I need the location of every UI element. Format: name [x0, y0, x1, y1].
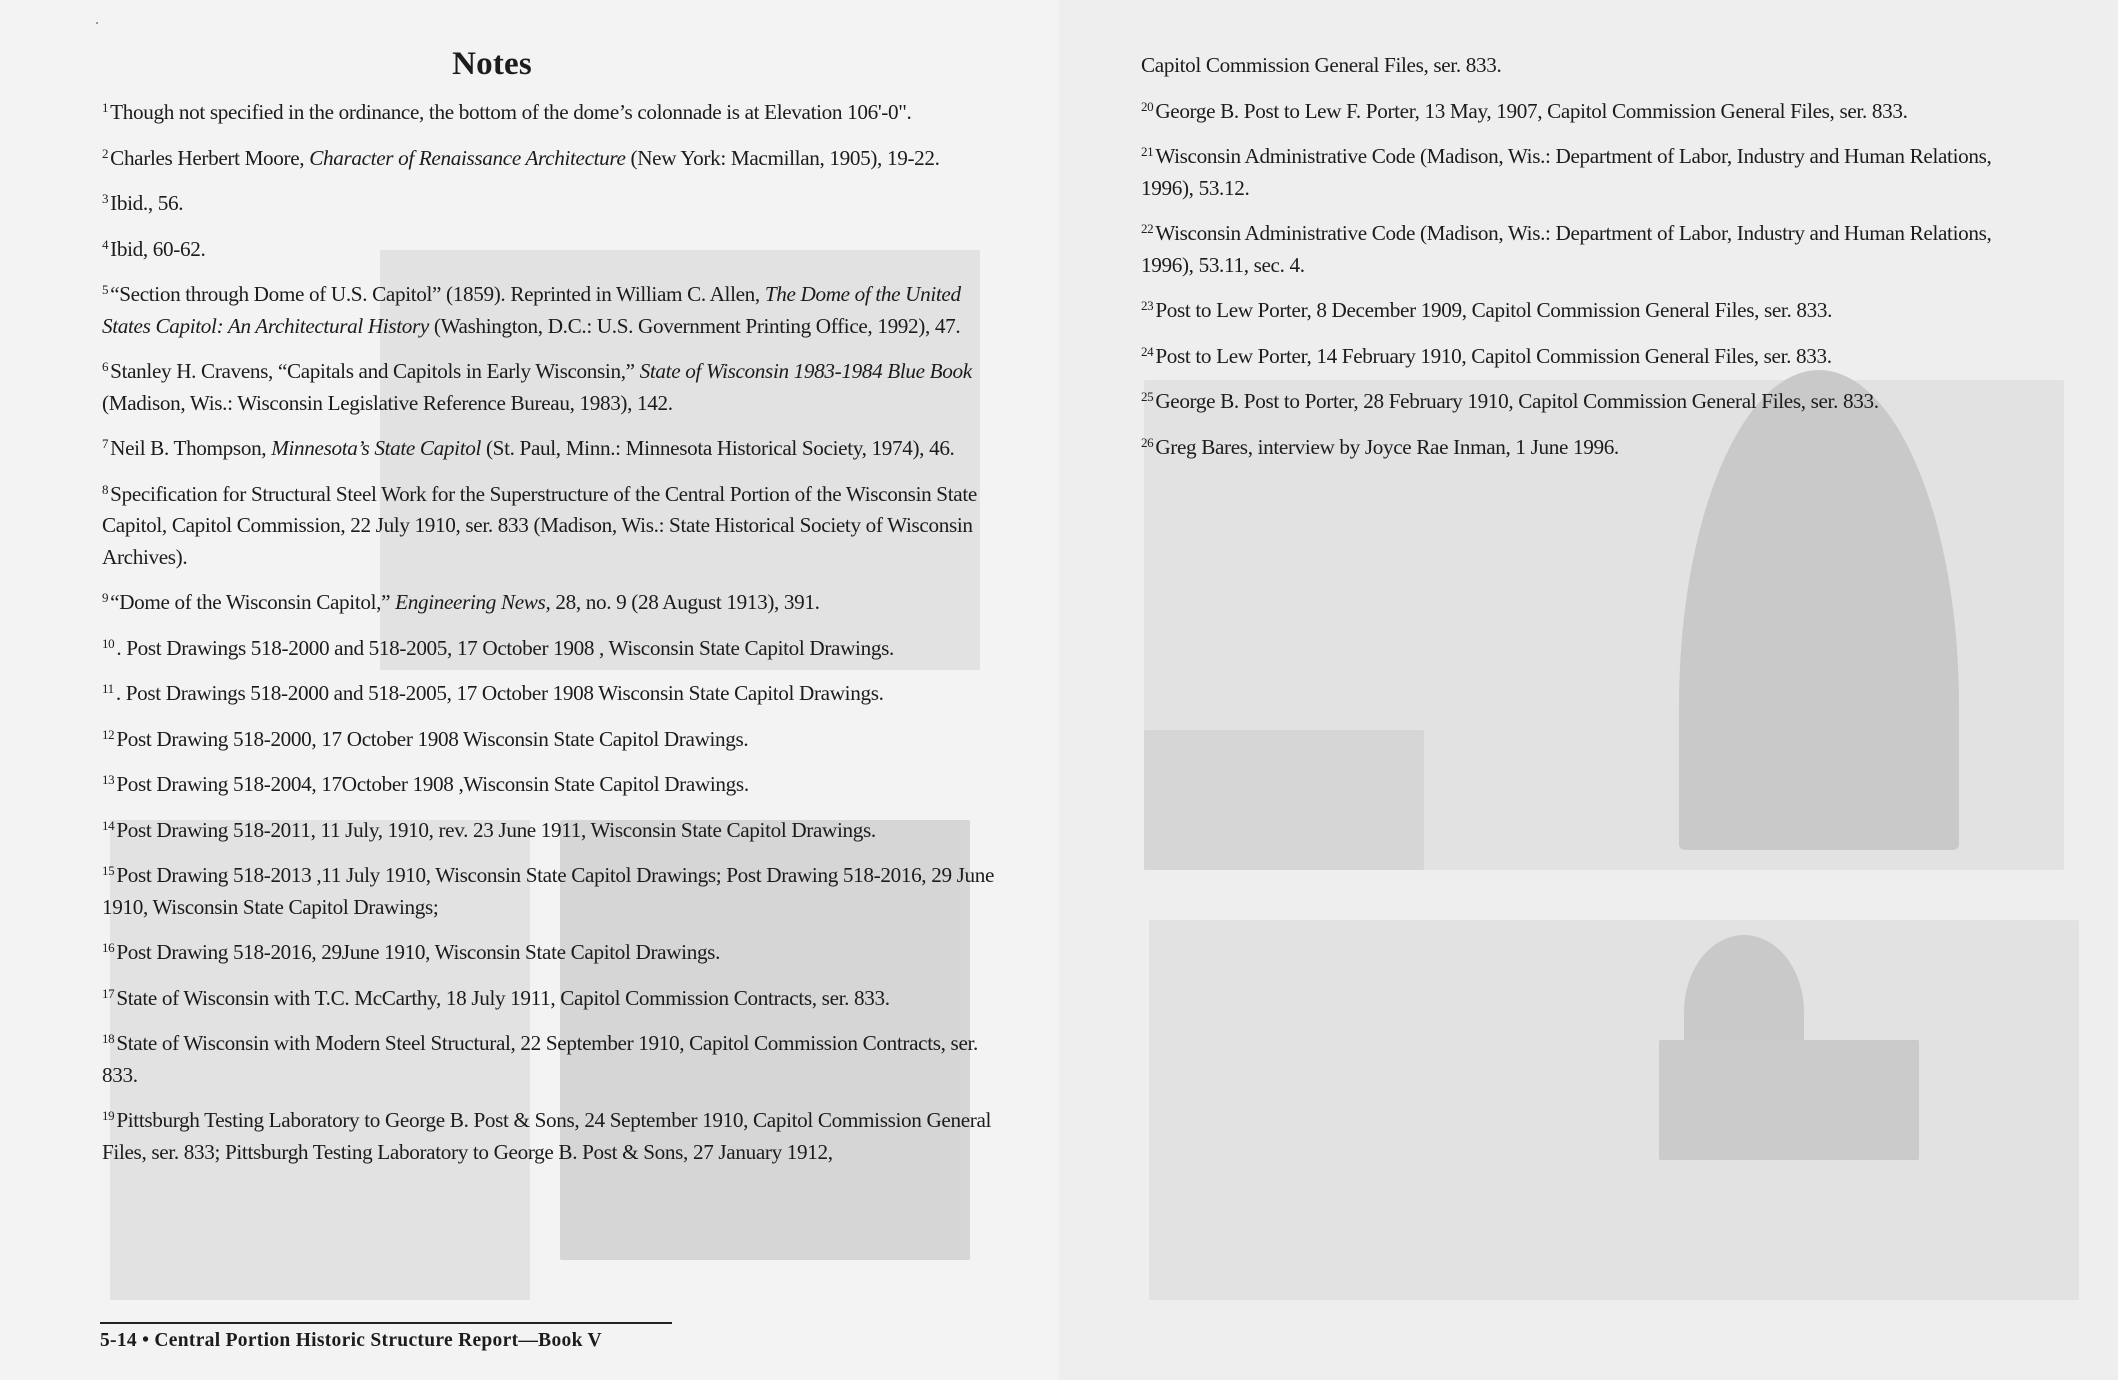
footnote-number: 2 — [102, 145, 109, 161]
footnote — [1141, 432, 2021, 464]
footnote — [102, 860, 1002, 923]
footnote-number: 17 — [102, 985, 115, 1001]
footnote — [1141, 218, 2021, 281]
footnote-text: Post to Lew Porter, 14 February 1910, Capitol Commission General Files, ser. 833. — [1155, 343, 1832, 368]
footnote-number: 16 — [102, 940, 115, 955]
footnote-text: (New York: Macmillan, 1905), 19-22. — [625, 145, 940, 170]
footnote-title: Minnesota’s State Capitol — [271, 436, 482, 460]
footnote — [102, 633, 1002, 665]
footnote — [102, 678, 1002, 710]
footnote-number: 9 — [102, 590, 109, 605]
footnote-title: State of Wisconsin 1983-1984 Blue Book — [639, 359, 972, 383]
bleed-through-photo — [1149, 920, 2079, 1300]
footnote — [102, 234, 1002, 266]
footnote-number: 4 — [102, 236, 109, 252]
footnote-number: 26 — [1141, 434, 1154, 450]
footnote-text: Post Drawing 518-2011, 11 July, 1910, rev. 23 June 1911, Wisconsin State Capitol Drawings. — [116, 817, 876, 842]
footnote-text: Post Drawing 518-2004, 17October 1908 ,Wisconsin State Capitol Drawings. — [116, 772, 749, 796]
footnote-text: “Dome of the Wisconsin Capitol,” — [110, 590, 396, 614]
footnote — [1141, 295, 2021, 327]
footnote-title: Engineering News, — [395, 590, 551, 614]
footnote — [102, 587, 1002, 619]
footnote-number: 11 — [102, 681, 114, 696]
footnote-number: 19 — [102, 1108, 115, 1123]
footnote — [102, 143, 1002, 175]
scan-mark — [96, 22, 98, 24]
footnote — [102, 188, 1002, 220]
footnote-text: Pittsburgh Testing Laboratory to George B. Post & Sons, 24 September 1910, Capitol Commission General Files, ser. 833; Pittsburgh Testing Laboratory to George B. Post & Sons, 27 January 1912, — [102, 1108, 992, 1164]
footnote — [102, 1028, 1002, 1091]
footnote-number: 23 — [1141, 298, 1154, 313]
footnote-text: Post Drawing 518-2000, 17 October 1908 Wisconsin State Capitol Drawings. — [116, 726, 749, 751]
footnote — [1141, 141, 2021, 204]
footnote-title: The Dome of the United States Capitol: An Architectural History — [102, 282, 961, 338]
footnote — [102, 479, 1002, 574]
footer-rule — [100, 1322, 672, 1324]
footnote-text: . Post Drawings 518-2000 and 518-2005, 17 October 1908 , Wisconsin State Capitol Drawings. — [116, 635, 894, 660]
page-footer: 5-14 • Central Portion Historic Structure Report—Book V — [100, 1330, 602, 1351]
footnote — [102, 97, 1002, 129]
footnote-number: 13 — [102, 772, 115, 787]
footnote-text: Post Drawing 518-2013 ,11 July 1910, Wisconsin State Capitol Drawings; Post Drawing 518-2016, 29 June 1910, Wisconsin State Capitol Drawings; — [102, 863, 995, 919]
footnote-number: 3 — [102, 191, 109, 206]
footnote-number: 20 — [1141, 98, 1154, 114]
notes-list-left — [102, 97, 1002, 1168]
footnote-number: 21 — [1141, 144, 1154, 159]
footnote-number: 15 — [102, 863, 115, 878]
footnote-text: Post Drawing 518-2016, 29June 1910, Wisconsin State Capitol Drawings. — [116, 940, 721, 964]
footnote-text: State of Wisconsin with Modern Steel Structural, 22 September 1910, Capitol Commission Contracts, ser. 833. — [102, 1031, 978, 1087]
footnote — [1141, 96, 2021, 128]
notes-column-right — [1141, 50, 2021, 477]
footnote-number: 25 — [1141, 389, 1154, 404]
footnote — [102, 433, 1002, 465]
footnote — [102, 356, 1002, 419]
footnote-number: 6 — [102, 359, 109, 374]
footnote-text: (Madison, Wis.: Wisconsin Legislative Reference Bureau, 1983), 142. — [102, 390, 673, 415]
footnote-text: Greg Bares, interview by Joyce Rae Inman, 1 June 1996. — [1155, 434, 1619, 459]
footnote — [102, 983, 1002, 1015]
footnote-text: Ibid., 56. — [110, 191, 184, 215]
footnote-text: (Washington, D.C.: U.S. Government Printing Office, 1992), 47. — [428, 313, 961, 338]
footnote — [102, 815, 1002, 847]
footnote-number: 14 — [102, 817, 115, 833]
bleed-through-photo — [1144, 730, 1424, 870]
footnote-number: 8 — [102, 481, 109, 497]
footnote-number: 12 — [102, 726, 115, 742]
footnote — [102, 279, 1002, 342]
footnote-text: George B. Post to Lew F. Porter, 13 May, 1907, Capitol Commission General Files, ser. 833. — [1155, 98, 1908, 123]
footnote — [102, 1105, 1002, 1168]
footnote-number: 7 — [102, 436, 109, 451]
footnote — [102, 769, 1002, 801]
footnote-text: (St. Paul, Minn.: Minnesota Historical Society, 1974), 46. — [481, 436, 955, 460]
notes-column-left — [102, 46, 1002, 1182]
footnote-text: Wisconsin Administrative Code (Madison, Wis.: Department of Labor, Industry and Human Relations, 1996), 53.12. — [1141, 144, 1992, 200]
notes-list-right — [1141, 96, 2021, 464]
footnote-number: 1 — [102, 100, 109, 115]
footnote-text: Stanley H. Cravens, “Capitals and Capitols in Early Wisconsin,” — [110, 359, 640, 383]
bleed-through-photo — [1659, 1040, 1919, 1160]
footnote-number: 10 — [102, 635, 115, 651]
footnote-text: George B. Post to Porter, 28 February 1910, Capitol Commission General Files, ser. 833. — [1155, 389, 1879, 413]
footnote-text: 28, no. 9 (28 August 1913), 391. — [550, 590, 820, 614]
footnote-number: 5 — [102, 282, 109, 297]
footnote — [1141, 341, 2021, 373]
footnote-text: Post to Lew Porter, 8 December 1909, Capitol Commission General Files, ser. 833. — [1155, 298, 1833, 322]
footnote — [102, 724, 1002, 756]
footnote-text: Though not specified in the ordinance, the bottom of the dome’s colonnade is at Elevation 106'-0". — [110, 100, 912, 124]
footnote — [102, 937, 1002, 969]
footnote-text: Charles Herbert Moore, — [110, 145, 310, 170]
note-continuation: Capitol Commission General Files, ser. 833. — [1141, 53, 1502, 77]
footnote-text: Ibid, 60-62. — [110, 236, 206, 261]
footnote-text: State of Wisconsin with T.C. McCarthy, 18 July 1911, Capitol Commission Contracts, ser. 833. — [116, 985, 890, 1010]
footnote-title: Character of Renaissance Architecture — [309, 145, 626, 170]
footnote-text: . Post Drawings 518-2000 and 518-2005, 17 October 1908 Wisconsin State Capitol Drawings. — [115, 681, 884, 705]
footnote-text: Specification for Structural Steel Work for the Superstructure of the Central Portion of the Wisconsin State Capitol, Capitol Commission, 22 July 1910, ser. 833 (Madison, Wis.: State Historical Society of Wisconsin Archives). — [102, 481, 977, 569]
right-page — [1059, 0, 2118, 1380]
footnote-number: 18 — [102, 1031, 115, 1046]
footnote-text: Wisconsin Administrative Code (Madison, Wis.: Department of Labor, Industry and Human Relations, 1996), 53.11, sec. 4. — [1141, 221, 1992, 277]
footnote-number: 22 — [1141, 221, 1154, 236]
footnote — [1141, 386, 2021, 418]
footnote-text: Neil B. Thompson, — [110, 436, 272, 460]
notes-heading: Notes — [452, 46, 532, 82]
footnote-number: 24 — [1141, 343, 1154, 359]
footnote-text: “Section through Dome of U.S. Capitol” (1859). Reprinted in William C. Allen, — [110, 282, 765, 306]
